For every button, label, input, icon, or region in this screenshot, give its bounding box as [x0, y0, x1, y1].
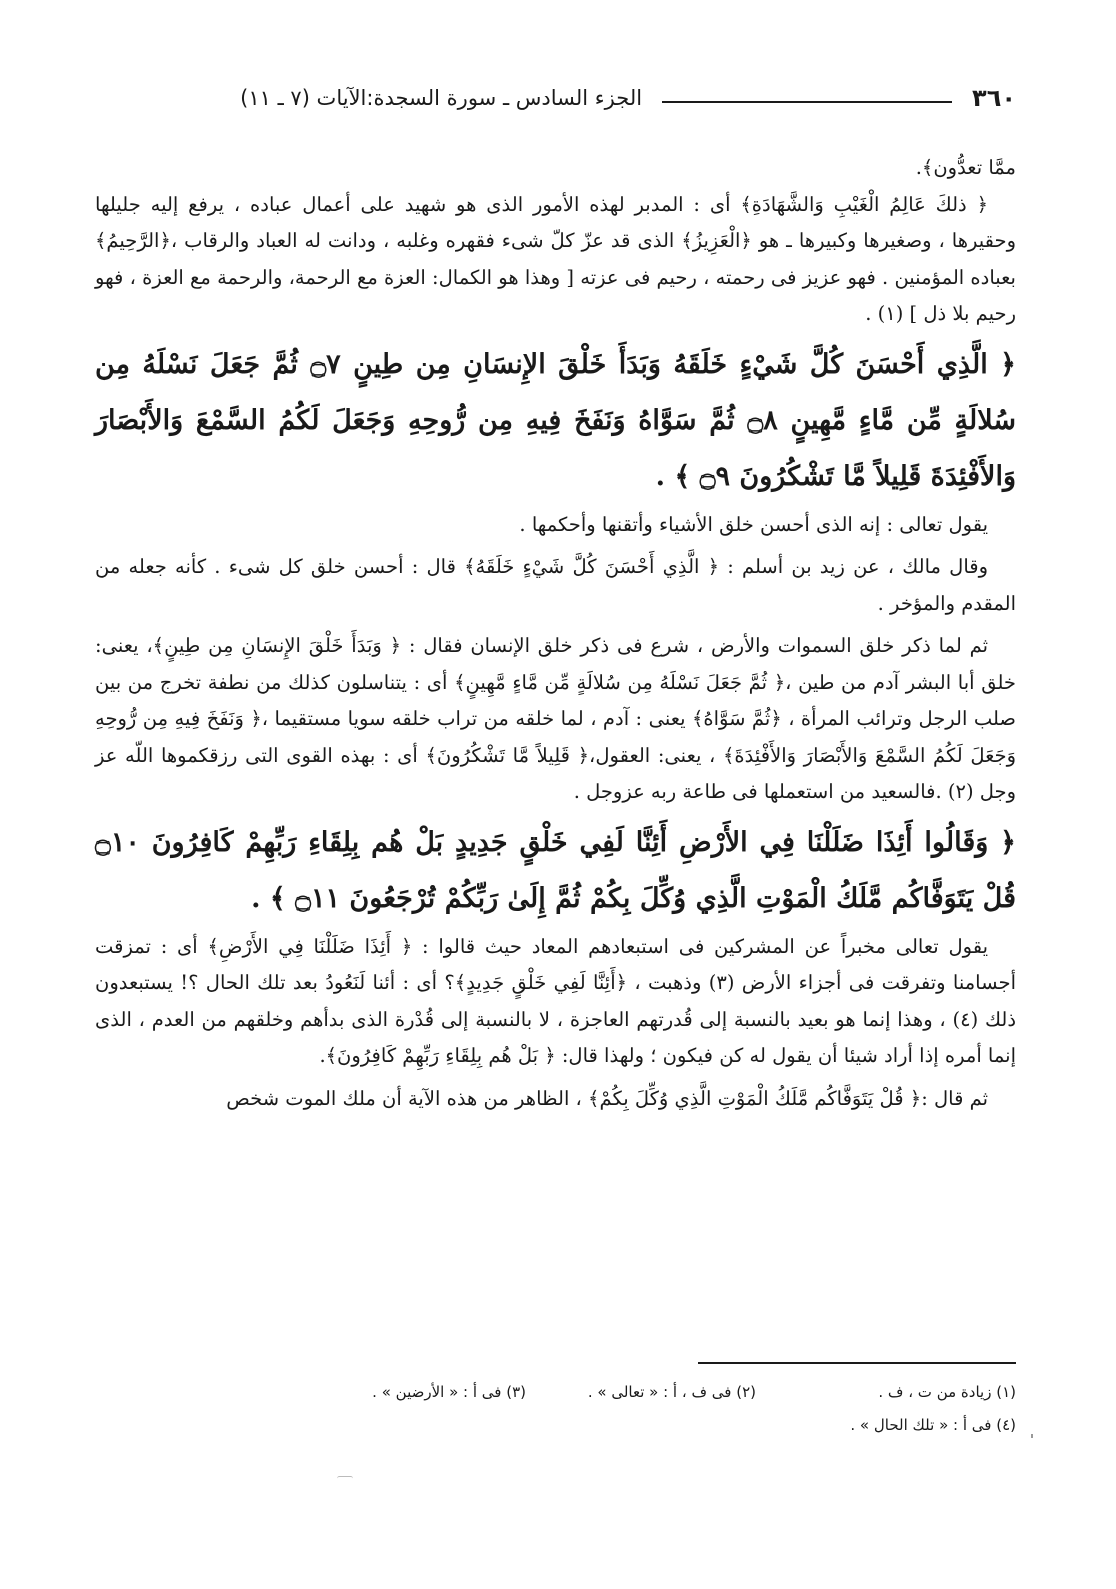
footnote-rule [698, 1362, 1016, 1364]
quran-verses-10-11: ﴿ وَقَالُوا أَئِذَا ضَلَلْنَا فِي الأَرْضِ أَئِنَّا لَفِي خَلْقٍ جَدِيدٍ بَلْ هُم بِلِقَاءِ رَبِّهِمْ كَافِرُونَ ۝١٠ قُلْ يَتَوَفَّاكُم مَّلَكُ الْمَوْتِ الَّذِي وُكِّلَ بِكُمْ ثُمَّ إِلَىٰ رَبِّكُمْ تُرْجَعُونَ ۝١١ ﴾ . [95, 826, 1016, 914]
print-speck [1031, 1434, 1033, 1438]
quran-verses-7-9: ﴿ الَّذِي أَحْسَنَ كُلَّ شَيْءٍ خَلَقَهُ وَبَدَأَ خَلْقَ الإِنسَانِ مِن طِينٍ ۝٧ ثُمَّ جَعَلَ نَسْلَهُ مِن سُلالَةٍ مِّن مَّاءٍ مَّهِينٍ ۝٨ ثُمَّ سَوَّاهُ وَنَفَخَ فِيهِ مِن رُّوحِهِ وَجَعَلَ لَكُمُ السَّمْعَ وَالأَبْصَارَ وَالأَفْئِدَةَ قَلِيلاً مَّا تَشْكُرُونَ ۝٩ ﴾ . [95, 348, 1017, 492]
paragraph-5: ثم لما ذكر خلق السموات والأرض ، شرع فى ذكر خلق الإنسان فقال : ﴿ وَبَدَأَ خَلْقَ الإِنسَانِ مِن طِينٍ﴾، يعنى: خلق أبا البشر آدم من طين ،﴿ ثُمَّ جَعَلَ نَسْلَهُ مِن سُلالَةٍ مِّن مَّاءٍ مَّهِينٍ﴾ أى : يتناسلون كذلك من نطفة تخرج من بين صلب الرجل وترائب المرأة ، ﴿ثُمَّ سَوَّاهُ﴾ يعنى : آدم ، لما خلقه من تراب خلقه سويا مستقيما ،﴿ وَنَفَخَ فِيهِ مِن رُّوحِهِ وَجَعَلَ لَكُمُ السَّمْعَ وَالأَبْصَارَ وَالأَفْئِدَةَ﴾ ، يعنى: العقول،﴿ قَلِيلاً مَّا تَشْكُرُونَ﴾ أى : بهذه القوى التى رزقكموها اللّه عز وجل (٢) .فالسعيد من استعملها فى طاعة ربه عزوجل . [95, 634, 1016, 803]
page-number: ٣٦٠ [972, 84, 1016, 112]
running-title: الجزء السادس ـ سورة السجدة:الآيات (٧ ـ ١١) [240, 86, 643, 110]
footnote-1: (١) زيادة من ت ، ف . [878, 1382, 1016, 1401]
footnote-2: (٢) فى ف ، أ : « تعالى » . [587, 1382, 756, 1401]
footnote-row [95, 1375, 1016, 1408]
running-header [95, 78, 1016, 118]
header-rule [662, 101, 952, 103]
paragraph-7: ثم قال :﴿ قُلْ يَتَوَفَّاكُم مَّلَكُ الْمَوْتِ الَّذِي وُكِّلَ بِكُمْ﴾ ، الظاهر من هذه الآية أن ملك الموت شخص [226, 1086, 988, 1110]
paragraph-3: يقول تعالى : إنه الذى أحسن خلق الأشياء وأتقنها وأحكمها . [519, 512, 988, 536]
footnote-4: (٤) فى أ : « تلك الحال » . [850, 1415, 1016, 1434]
footnote-row [95, 1408, 1016, 1441]
paragraph-4: وقال مالك ، عن زيد بن أسلم : ﴿ الَّذِي أَحْسَنَ كُلَّ شَيْءٍ خَلَقَهُ﴾ قال : أحسن خلق كل شىء . كأنه جعله من المقدم والمؤخر . [95, 555, 1016, 615]
page-body [95, 150, 1016, 1117]
footnote-3: (٣) فى أ : « الأرضين » . [372, 1382, 526, 1401]
paragraph-6: يقول تعالى مخبراً عن المشركين فى استبعادهم المعاد حيث قالوا : ﴿ أَئِذَا ضَلَلْنَا فِي الأَرْضِ﴾ أى : تمزقت أجسامنا وتفرقت فى أجزاء الأرض (٣) وذهبت ، ﴿أَئِنَّا لَفِي خَلْقٍ جَدِيدٍ﴾؟ أى : أئنا لَنَعُودُ بعد تلك الحال ؟! يستبعدون ذلك (٤) ، وهذا إنما هو بعيد بالنسبة إلى قُدرتهم العاجزة ، لا بالنسبة إلى قُدْرة الذى بدأهم وخلقهم من العدم ، الذى إنما أمره إذا أراد شيئا أن يقول له كن فيكون ؛ ولهذا قال: ﴿ بَلْ هُم بِلِقَاءِ رَبِّهِمْ كَافِرُونَ﴾. [95, 934, 1016, 1067]
footnotes [95, 1375, 1016, 1441]
paragraph-2: ﴿ ذلكَ عَالِمُ الْغَيْبِ وَالشَّهَادَةِ﴾ أى : المدبر لهذه الأمور الذى هو شهيد على أعمال عباده ، يرفع إليه جليلها وحقيرها ، وصغيرها وكبيرها ـ هو ﴿الْعَزِيزُ﴾ الذى قد عزّ كلّ شىء فقهره وغلبه ، ودانت له العباد والرقاب ،﴿الرَّحِيمُ﴾ بعباده المؤمنين . فهو عزيز فى رحمته ، رحيم فى عزته [ وهذا هو الكمال: العزة مع الرحمة، والرحمة مع العزة ، فهو رحيم بلا ذل ] (١) . [95, 192, 1016, 325]
print-speck [337, 1476, 353, 1481]
paragraph-1: ممَّا تعدُّون﴾. [915, 156, 1016, 179]
